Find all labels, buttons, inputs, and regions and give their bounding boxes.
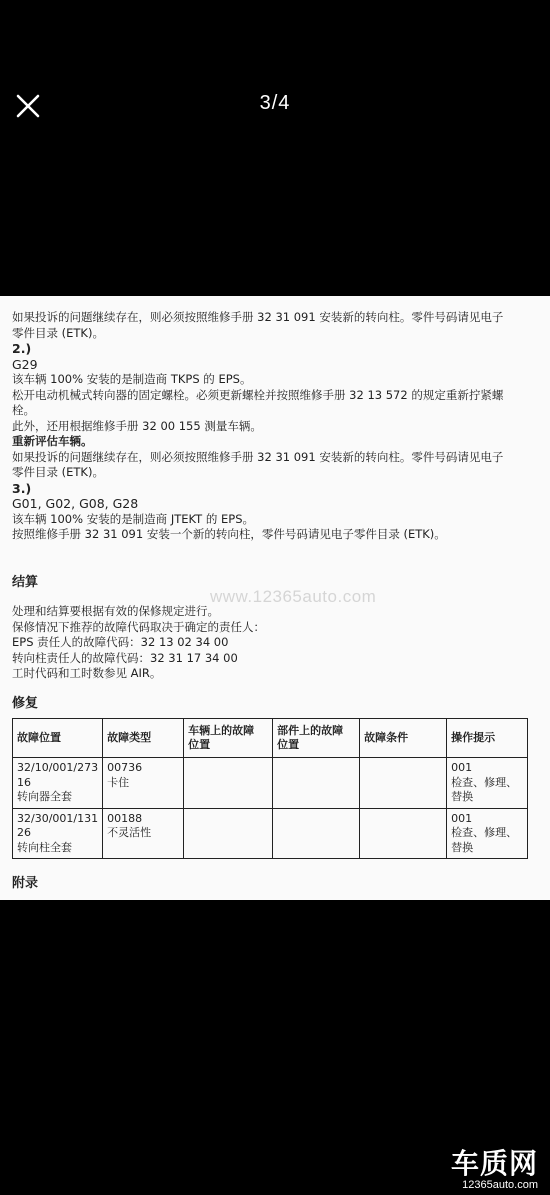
doc-line: 该车辆 100% 安装的是制造商 JTEKT 的 EPS。	[12, 511, 255, 526]
page-counter: 3/4	[259, 92, 291, 114]
repair-table	[12, 718, 528, 859]
doc-step-number: 2.)	[12, 341, 32, 356]
doc-line: 零件目录 (ETK)。	[12, 325, 104, 340]
column-header: 操作提示	[447, 719, 528, 758]
document-text	[12, 310, 538, 711]
table-cell: 001 检查、修理、 替换	[447, 758, 528, 809]
table-row	[13, 808, 528, 859]
settlement-line: 保修情况下推荐的故障代码取决于确定的责任人：	[12, 619, 265, 634]
table-cell	[273, 808, 360, 859]
table-cell: 00188 不灵活性	[103, 808, 184, 859]
appendix-title: 附录	[12, 876, 39, 891]
table-cell: 001 检查、修理、 替换	[447, 808, 528, 859]
doc-line: 如果投诉的问题继续存在，则必须按照维修手册 32 31 091 安装新的转向柱。零件号码请见电子	[12, 310, 504, 324]
doc-line: 该车辆 100% 安装的是制造商 TKPS 的 EPS。	[12, 372, 252, 386]
doc-line: 零件目录 (ETK)。	[12, 465, 104, 479]
table-cell	[360, 808, 447, 859]
column-header: 车辆上的故障 位置	[184, 719, 273, 758]
table-cell: 32/10/001/273 16 转向器全套	[13, 758, 103, 809]
brand-logo	[451, 1149, 538, 1191]
watermark-text: www.12365auto.com	[210, 587, 377, 606]
settlement-line: EPS 责任人的故障代码：32 13 02 34 00	[12, 635, 229, 649]
brand-name: 车质网	[450, 1147, 538, 1180]
column-header: 故障类型	[103, 719, 184, 758]
column-header: 部件上的故障 位置	[273, 719, 360, 758]
doc-model-codes: G29	[12, 356, 38, 372]
doc-line: 松开电动机械式转向器的固定螺栓。必须更新螺栓并按照维修手册 32 13 572 的规定重新拧紧螺	[12, 387, 504, 402]
doc-line: 此外，还用根据维修手册 32 00 155 测量车辆。	[12, 418, 262, 433]
settlement-line: 处理和结算要根据有效的保修规定进行。	[12, 604, 219, 618]
settlement-line: 转向柱责任人的故障代码：32 31 17 34 00	[12, 650, 238, 665]
doc-step-number: 3.)	[12, 480, 32, 496]
table-cell	[184, 808, 273, 859]
column-header: 故障位置	[13, 719, 103, 758]
settlement-title: 结算	[12, 574, 39, 590]
doc-line: 栓。	[12, 403, 35, 417]
table-cell	[360, 758, 447, 809]
doc-line: 按照维修手册 32 31 091 安装一个新的转向柱，零件号码请见电子零件目录 (ETK)。	[12, 527, 446, 541]
settlement-line: 工时代码和工时数参见 AIR。	[12, 666, 162, 680]
column-header: 故障条件	[360, 719, 447, 758]
table-header-row	[13, 719, 528, 758]
document-image	[0, 296, 550, 900]
table-cell: 00736 卡住	[103, 758, 184, 809]
repair-title: 修复	[12, 695, 39, 711]
doc-line-bold: 重新评估车辆。	[12, 434, 93, 448]
table-row	[13, 758, 528, 809]
table-cell	[184, 758, 273, 809]
brand-url: 12365auto.com	[462, 1179, 538, 1191]
doc-line: 如果投诉的问题继续存在，则必须按照维修手册 32 31 091 安装新的转向柱。零件号码请见电子	[12, 449, 504, 464]
doc-model-codes: G01, G02, G08, G28	[12, 496, 139, 511]
table-cell: 32/30/001/131 26 转向柱全套	[13, 808, 103, 859]
table-cell	[273, 758, 360, 809]
